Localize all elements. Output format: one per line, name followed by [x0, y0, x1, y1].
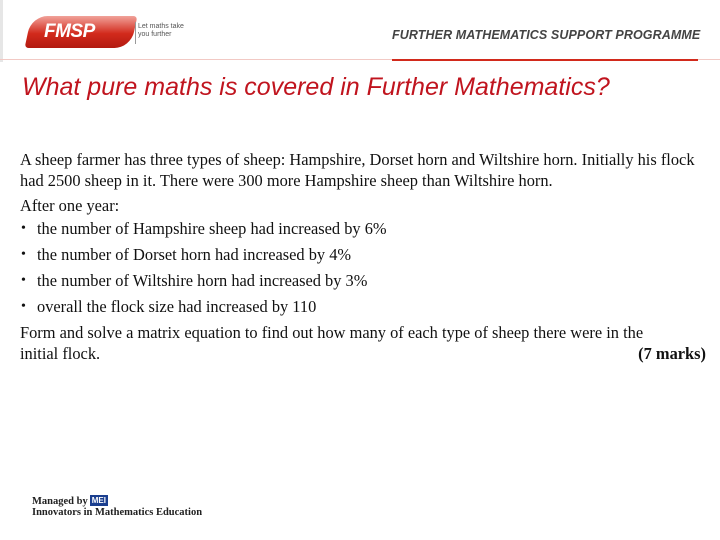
list-item [20, 294, 710, 320]
question-task-end [20, 343, 710, 364]
question-after-label: After one year: [20, 196, 120, 215]
list-item-text: overall the flock size had increased by 110 [37, 297, 317, 316]
footer-mei [32, 495, 202, 518]
conditions-list [20, 216, 710, 320]
question-task: Form and solve a matrix equation to find out how many of each type of sheep there were in the [20, 323, 644, 342]
programme-title: FURTHER MATHEMATICS SUPPORT PROGRAMME [392, 28, 701, 42]
list-item-text: the number of Dorset horn had increased by 4% [37, 245, 352, 264]
bullet-icon: • [21, 273, 26, 288]
bullet-icon: • [21, 221, 26, 236]
logo-tagline: Let maths take you further [138, 23, 184, 38]
bullet-icon: • [21, 247, 26, 262]
mei-org-name: Innovators in Mathematics Education [32, 507, 203, 518]
bullet-icon: • [21, 299, 26, 314]
managed-by-label: Managed by [32, 496, 88, 507]
list-item [20, 216, 710, 242]
header-accent-rule [392, 59, 698, 61]
list-item [20, 242, 710, 268]
question-body [20, 149, 710, 364]
marks-label: (7 marks) [638, 344, 706, 363]
left-edge-strip [0, 0, 3, 62]
logo-divider [135, 22, 136, 44]
list-item-text: the number of Hampshire sheep had increased by 6% [37, 219, 387, 238]
question-intro: A sheep farmer has three types of sheep: Hampshire, Dorset horn and Wiltshire horn. Initially his flock had 2500 sheep in it. There were 300 more Hampshire sheep than Wiltshire horn. [20, 150, 695, 190]
mei-logo: MEI [91, 496, 106, 505]
fmsp-logo [28, 16, 184, 50]
list-item [20, 268, 710, 294]
question-task-text: initial flock. [20, 344, 101, 363]
list-item-text: the number of Wiltshire horn had increased by 3% [37, 271, 368, 290]
slide-title: What pure maths is covered in Further Mathematics? [22, 73, 610, 101]
logo-text: FMSP [44, 21, 95, 42]
